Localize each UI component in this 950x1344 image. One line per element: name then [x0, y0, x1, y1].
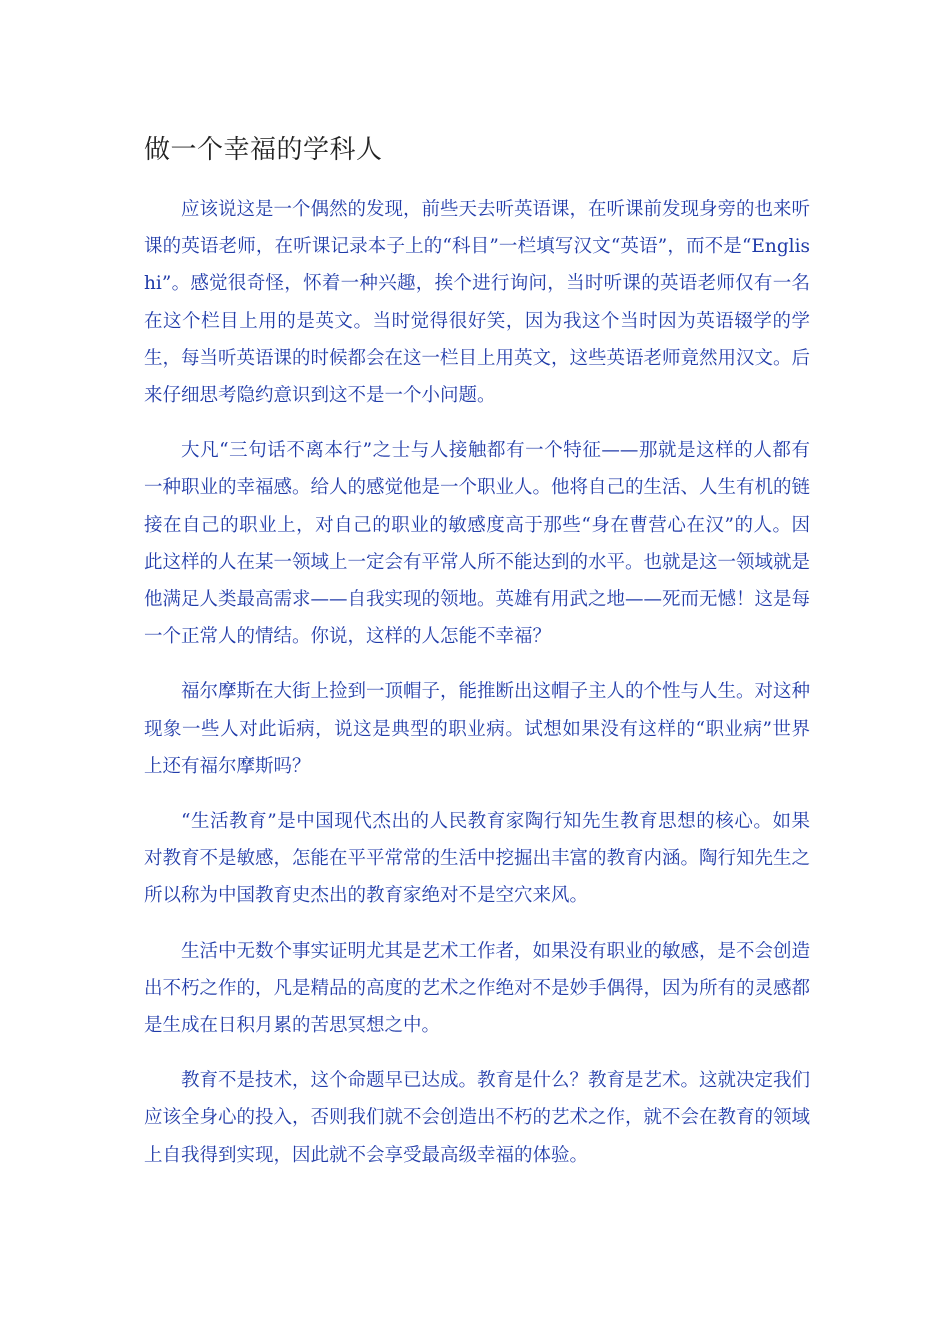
- paragraph-6: 教育不是技术，这个命题早已达成。教育是什么？教育是艺术。这就决定我们应该全身心的投入，否则我们就不会创造出不朽的艺术之作，就不会在教育的领域上自我得到实现，因此就不会享受最高级幸福的体验。: [144, 1070, 811, 1166]
- paragraph-4: “生活教育”是中国现代杰出的人民教育家陶行知先生教育思想的核心。如果对教育不是敏感，怎能在平平常常的生活中挖掘出丰富的教育内涵。陶行知先生之所以称为中国教育史杰出的教育家绝对不是空穴来风。: [144, 811, 811, 907]
- document-title: 做一个幸福的学科人: [144, 135, 383, 165]
- document-body: [144, 191, 810, 1192]
- paragraph-3: 福尔摩斯在大街上捡到一顶帽子，能推断出这帽子主人的个性与人生。对这种现象一些人对此诟病，说这是典型的职业病。试想如果没有这样的“职业病”世界上还有福尔摩斯吗？: [144, 681, 811, 777]
- paragraph-2: 大凡“三句话不离本行”之士与人接触都有一个特征——那就是这样的人都有一种职业的幸福感。给人的感觉他是一个职业人。他将自己的生活、人生有机的链接在自己的职业上，对自己的职业的敏感度高于那些“身在曹营心在汉”的人。因此这样的人在某一领域上一定会有平常人所不能达到的水平。也就是这一领域就是他满足人类最高需求——自我实现的领地。英雄有用武之地——死而无憾！这是每一个正常人的情结。你说，这样的人怎能不幸福？: [144, 440, 811, 648]
- paragraph-1: 应该说这是一个偶然的发现，前些天去听英语课，在听课前发现身旁的也来听课的英语老师，在听课记录本子上的“科目”一栏填写汉文“英语”，而不是“Englishi”。感觉很奇怪，怀着一种兴趣，挨个进行询问，当时听课的英语老师仅有一名在这个栏目上用的是英文。当时觉得很好笑，因为我这个当时因为英语辍学的学生，每当听英语课的时候都会在这一栏目上用英文，这些英语老师竟然用汉文。后来仔细思考隐约意识到这不是一个小问题。: [144, 199, 811, 407]
- paragraph-5: 生活中无数个事实证明尤其是艺术工作者，如果没有职业的敏感，是不会创造出不朽之作的，凡是精品的高度的艺术之作绝对不是妙手偶得，因为所有的灵感都是生成在日积月累的苦思冥想之中。: [144, 940, 811, 1037]
